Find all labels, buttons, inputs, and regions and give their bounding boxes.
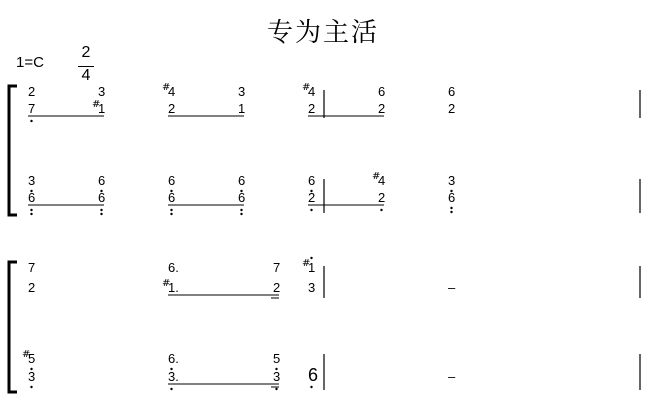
octave-dot (30, 213, 32, 215)
note: 6. (168, 260, 179, 275)
note: 6 (168, 173, 176, 188)
note: 3 (238, 84, 246, 99)
note: 6 (238, 173, 246, 188)
note: 3 (28, 369, 36, 384)
octave-dot (30, 120, 32, 122)
note: 3 (28, 173, 36, 188)
time-signature-numerator: 2 (81, 44, 91, 61)
octave-dot (170, 388, 172, 390)
system-bracket (9, 262, 17, 392)
note: 3 (273, 369, 281, 384)
note: 6 (98, 190, 106, 205)
note: 1 (308, 260, 316, 275)
octave-dot (30, 386, 32, 388)
octave-dot (310, 257, 312, 259)
octave-dot (310, 386, 312, 388)
octave-dot (100, 209, 102, 211)
note: 2 (308, 190, 316, 205)
note: 6 (308, 173, 316, 188)
note: 2 (28, 84, 36, 99)
note: 2 (378, 190, 386, 205)
note: 3 (308, 280, 316, 295)
octave-dot (450, 211, 452, 213)
sharp-accidental: # (162, 278, 171, 289)
octave-dot (240, 213, 242, 215)
note: 7 (28, 260, 36, 275)
note: 6 (308, 365, 319, 385)
note: 4 (308, 84, 316, 99)
note: 4 (168, 84, 176, 99)
note: 6 (98, 173, 106, 188)
note: 6 (448, 84, 456, 99)
key-signature: 1=C (16, 54, 44, 71)
octave-dot (30, 209, 32, 211)
note: 1 (98, 101, 106, 116)
note: 6 (28, 190, 36, 205)
note: 2 (308, 101, 316, 116)
system-bracket (9, 86, 17, 215)
note: 2 (273, 280, 281, 295)
octave-dot (170, 209, 172, 211)
octave-dot (310, 209, 312, 211)
note: 4 (378, 173, 386, 188)
note: 5 (28, 351, 36, 366)
note: 6 (238, 190, 246, 205)
note: 1. (168, 280, 179, 295)
octave-dot (450, 207, 452, 209)
octave-dot (275, 388, 277, 390)
note: 6 (378, 84, 386, 99)
note: 3 (448, 173, 456, 188)
note: 2 (378, 101, 386, 116)
note: 2 (28, 280, 36, 295)
sharp-accidental: # (302, 258, 311, 269)
sharp-accidental: # (372, 171, 381, 182)
note: 1 (238, 101, 246, 116)
note: – (448, 369, 456, 384)
octave-dot (100, 213, 102, 215)
octave-dot (170, 213, 172, 215)
note: 2 (448, 101, 456, 116)
note: 3. (168, 369, 179, 384)
octave-dot (240, 209, 242, 211)
note: 2 (168, 101, 176, 116)
sharp-accidental: # (22, 349, 31, 360)
note: 6 (168, 190, 176, 205)
note: 6 (448, 190, 456, 205)
sharp-accidental: # (162, 82, 171, 93)
note: – (448, 280, 456, 295)
octave-dot (380, 209, 382, 211)
note: 7 (273, 260, 281, 275)
note: 5 (273, 351, 281, 366)
note: 3 (98, 84, 106, 99)
score-title: 专为主活 (266, 18, 379, 48)
sharp-accidental: # (302, 82, 311, 93)
sharp-accidental: # (92, 99, 101, 110)
note: 7 (28, 101, 36, 116)
time-signature-denominator: 4 (81, 67, 91, 84)
note: 6. (168, 351, 179, 366)
